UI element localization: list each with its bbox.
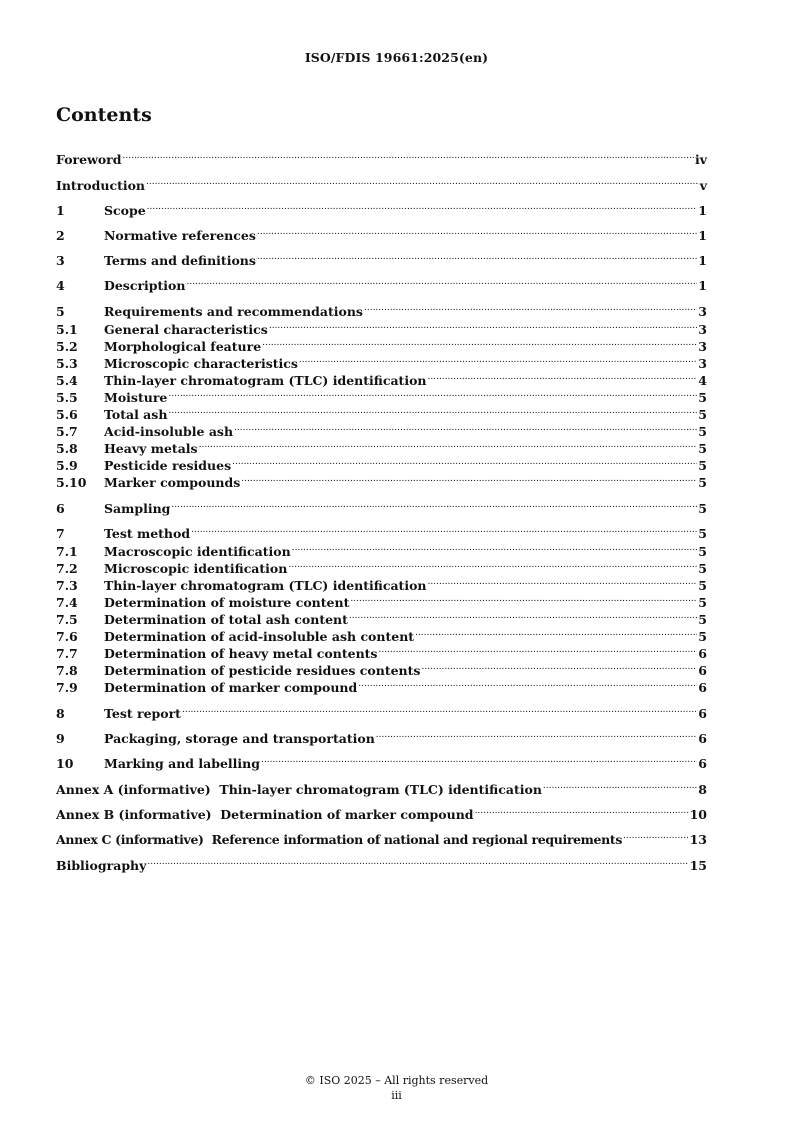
toc-entry[interactable] [56,572,707,593]
toc-entry[interactable] [56,418,707,439]
toc-entry[interactable] [56,469,707,490]
toc-entry[interactable] [56,589,707,610]
toc-leader-dots [288,555,697,573]
toc-entry-title: Scope [104,203,146,218]
toc-entry-title: Thin-layer chromatogram (TLC) identification [104,373,427,388]
toc-entry-number: 9 [56,731,65,746]
toc-entry-page: 3 [698,322,707,337]
toc-leader-dots [376,725,698,743]
toc-entry[interactable] [56,172,707,193]
toc-entry[interactable] [56,674,707,695]
toc-leader-dots [428,572,698,590]
toc-leader-dots [421,657,697,675]
toc-leader-dots [168,401,697,419]
copyright-notice: © ISO 2025 – All rights reserved [304,1074,489,1087]
toc-entry-number: 6 [56,501,65,516]
toc-entry[interactable] [56,197,707,218]
toc-entry-page: 1 [698,203,707,218]
toc-entry-title: Annex B (informative) Determination of marker compound [56,807,474,822]
toc-leader-dots [364,298,697,316]
toc-leader-dots [261,750,697,768]
toc-entry-page: v [699,178,707,193]
toc-entry[interactable] [56,298,707,319]
toc-entry-page: 13 [689,832,707,847]
toc-entry-title: Determination of marker compound [104,680,358,695]
toc-entry-number: 5.5 [56,390,78,405]
toc-entry-number: 5.8 [56,441,78,456]
toc-entry-page: 6 [698,756,707,771]
page-footer [0,1073,793,1103]
toc-leader-dots [257,222,697,240]
toc-entry-title: Morphological feature [104,339,262,354]
toc-leader-dots [349,606,697,624]
toc-entry-number: 1 [56,203,65,218]
toc-entry-page: 6 [698,646,707,661]
toc-entry-page: 1 [698,278,707,293]
toc-entry-page: 6 [698,731,707,746]
toc-entry-title: Thin-layer chromatogram (TLC) identification [104,578,427,593]
toc-entry-title: Bibliography [56,858,147,873]
toc-entry[interactable] [56,750,707,771]
toc-entry[interactable] [56,776,707,797]
toc-entry-title: Normative references [104,228,256,243]
toc-entry-page: 5 [698,458,707,473]
toc-entry-page: 5 [698,390,707,405]
toc-entry-page: 1 [698,253,707,268]
toc-entry-number: 5.10 [56,475,87,490]
toc-entry[interactable] [56,555,707,576]
toc-entry-page: 5 [698,526,707,541]
toc-leader-dots [147,852,688,870]
toc-entry-title: Terms and definitions [104,253,256,268]
toc-leader-dots [269,316,697,334]
toc-entry[interactable] [56,538,707,559]
toc-entry[interactable] [56,826,707,847]
toc-entry-page: 10 [689,807,707,822]
toc-entry-title: Determination of acid-insoluble ash content [104,629,415,644]
toc-entry[interactable] [56,333,707,354]
toc-leader-dots [241,469,697,487]
toc-entry[interactable] [56,367,707,388]
toc-entry-page: 5 [698,544,707,559]
toc-leader-dots [123,146,694,164]
toc-entry-title: Moisture [104,390,168,405]
toc-entry-number: 5 [56,304,65,319]
toc-entry[interactable] [56,350,707,371]
toc-entry-page: 6 [698,663,707,678]
toc-entry-title: Annex A (informative) Thin-layer chromatogram (TLC) identification [56,782,542,797]
toc-entry-title: Determination of total ash content [104,612,348,627]
toc-leader-dots [299,350,697,368]
toc-entry[interactable] [56,222,707,243]
toc-entry-number: 4 [56,278,65,293]
toc-entry[interactable] [56,316,707,337]
toc-entry-page: 5 [698,612,707,627]
toc-leader-dots [292,538,698,556]
toc-entry-title: Microscopic characteristics [104,356,298,371]
toc-entry-page: 5 [698,561,707,576]
toc-entry-title: Determination of pesticide residues contents [104,663,421,678]
toc-entry-page: 5 [698,595,707,610]
toc-entry-number: 3 [56,253,65,268]
toc-entry-page: 4 [698,373,707,388]
toc-entry[interactable] [56,657,707,678]
toc-entry-page: 5 [698,578,707,593]
toc-leader-dots [232,452,697,470]
toc-entry-title: Test report [104,706,181,721]
toc-entry-title: Acid-insoluble ash [104,424,234,439]
toc-leader-dots [171,495,697,513]
toc-leader-dots [186,272,697,290]
toc-entry[interactable] [56,640,707,661]
toc-entry-page: 3 [698,356,707,371]
toc-entry-title: Macroscopic identification [104,544,291,559]
toc-leader-dots [415,623,697,641]
toc-leader-dots [358,674,697,692]
toc-entry[interactable] [56,146,707,167]
toc-entry[interactable] [56,725,707,746]
toc-entry-page: 5 [698,629,707,644]
toc-entry-number: 7.7 [56,646,78,661]
toc-entry-number: 5.7 [56,424,78,439]
toc-entry-number: 10 [56,756,74,771]
toc-entry-title: Pesticide residues [104,458,232,473]
toc-entry-page: 5 [698,407,707,422]
toc-leader-dots [475,801,689,819]
toc-leader-dots [428,367,698,385]
page-number: iii [391,1089,402,1102]
toc-entry-page: 6 [698,706,707,721]
toc-entry-page: 5 [698,475,707,490]
toc-entry-number: 7.8 [56,663,78,678]
toc-entry-title: Introduction [56,178,146,193]
toc-entry-number: 7.6 [56,629,78,644]
toc-entry-number: 5.6 [56,407,78,422]
document-id-header: ISO/FDIS 19661:2025(en) [304,50,489,65]
toc-entry-title: Marker compounds [104,475,241,490]
toc-leader-dots [543,776,697,794]
toc-entry-page: 3 [698,304,707,319]
toc-leader-dots [168,384,697,402]
toc-entry-title: General characteristics [104,322,268,337]
toc-entry-title: Marking and labelling [104,756,261,771]
toc-entry-number: 7.9 [56,680,78,695]
toc-entry[interactable] [56,247,707,268]
contents-heading: Contents [56,104,152,126]
toc-leader-dots [623,826,689,844]
toc-entry-number: 5.3 [56,356,78,371]
toc-entry-title: Description [104,278,186,293]
toc-entry-title: Requirements and recommendations [104,304,363,319]
toc-entry[interactable] [56,452,707,473]
toc-entry-title: Microscopic identification [104,561,288,576]
toc-entry-title: Sampling [104,501,171,516]
toc-entry-number: 5.1 [56,322,78,337]
toc-entry[interactable] [56,606,707,627]
toc-entry[interactable] [56,401,707,422]
toc-entry-number: 7.5 [56,612,78,627]
toc-entry-page: 5 [698,424,707,439]
toc-entry-title: Determination of heavy metal contents [104,646,378,661]
toc-leader-dots [191,520,697,538]
toc-entry-number: 8 [56,706,65,721]
toc-entry-number: 7 [56,526,65,541]
toc-entry-number: 7.3 [56,578,78,593]
toc-entry-page: 6 [698,680,707,695]
toc-leader-dots [262,333,697,351]
toc-entry-page: 3 [698,339,707,354]
toc-entry-number: 5.2 [56,339,78,354]
toc-entry[interactable] [56,384,707,405]
toc-entry[interactable] [56,700,707,721]
toc-entry[interactable] [56,435,707,456]
toc-entry-title: Test method [104,526,191,541]
toc-entry-number: 5.9 [56,458,78,473]
toc-entry-title: Packaging, storage and transportation [104,731,375,746]
toc-entry-number: 7.2 [56,561,78,576]
toc-entry[interactable] [56,852,707,873]
toc-entry-page: 8 [698,782,707,797]
toc-entry-page: 15 [689,858,707,873]
toc-entry-page: 1 [698,228,707,243]
toc-entry-number: 5.4 [56,373,78,388]
toc-entry-number: 2 [56,228,65,243]
toc-entry-title: Determination of moisture content [104,595,350,610]
toc-entry[interactable] [56,520,707,541]
toc-entry-number: 7.4 [56,595,78,610]
toc-leader-dots [257,247,697,265]
toc-leader-dots [182,700,697,718]
toc-entry-page: iv [694,152,707,167]
toc-leader-dots [350,589,697,607]
toc-entry-title: Annex C (informative) Reference information of national and regional requirements [56,832,623,847]
toc-entry-title: Foreword [56,152,122,167]
toc-leader-dots [147,197,698,215]
toc-entry[interactable] [56,801,707,822]
toc-entry-page: 5 [698,441,707,456]
toc-entry-title: Total ash [104,407,168,422]
toc-leader-dots [234,418,697,436]
toc-entry-number: 7.1 [56,544,78,559]
toc-leader-dots [146,172,699,190]
toc-leader-dots [199,435,698,453]
toc-entry-page: 5 [698,501,707,516]
toc-leader-dots [378,640,697,658]
toc-entry-title: Heavy metals [104,441,198,456]
toc-entry[interactable] [56,623,707,644]
toc-entry[interactable] [56,272,707,293]
toc-entry[interactable] [56,495,707,516]
